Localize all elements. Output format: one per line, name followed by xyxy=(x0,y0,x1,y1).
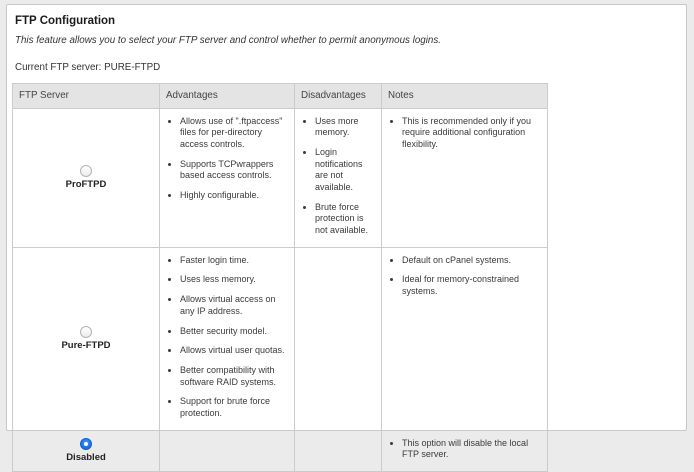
proftpd-disadvantages-cell xyxy=(295,108,382,247)
proftpd-notes-list xyxy=(387,116,542,151)
pureftpd-notes-cell xyxy=(382,247,548,430)
bullet-item: • Login notifications are not available. xyxy=(315,147,376,194)
disabled-server-cell xyxy=(13,430,160,471)
bullet-item: • Default on cPanel systems. xyxy=(402,255,542,267)
pureftpd-label: Pure-FTPD xyxy=(61,340,111,352)
bullet-item: • Uses more memory. xyxy=(315,116,376,139)
bullet-item: • Brute force protection is not available. xyxy=(315,202,376,237)
disabled-label: Disabled xyxy=(66,452,106,464)
disabled-advantages-cell xyxy=(160,430,295,471)
column-header-notes: Notes xyxy=(382,83,548,108)
bullet-item: • Better security model. xyxy=(180,326,289,338)
table-row-proftpd xyxy=(13,108,548,247)
proftpd-disadvantages-list xyxy=(300,116,376,237)
current-ftp-server-value: PURE-FTPD xyxy=(104,61,161,73)
pureftpd-radio-option[interactable] xyxy=(61,326,110,351)
table-row-disabled xyxy=(13,430,548,471)
current-ftp-server-line xyxy=(15,62,686,73)
proftpd-label: ProFTPD xyxy=(65,179,107,190)
bullet-item: • Ideal for memory-constrained systems. xyxy=(402,274,542,297)
column-header-disadvantages: Disadvantages xyxy=(295,83,382,108)
bullet-item: • Uses less memory. xyxy=(180,274,289,286)
proftpd-server-cell xyxy=(13,108,160,247)
disabled-disadvantages-cell xyxy=(295,430,382,471)
proftpd-radio-button[interactable] xyxy=(80,165,92,177)
table-header-row xyxy=(13,83,548,108)
proftpd-radio-option[interactable] xyxy=(66,165,107,190)
content-panel xyxy=(6,4,687,464)
bullet-item: • This option will disable the local FTP server. xyxy=(402,438,542,461)
disabled-notes-list xyxy=(387,438,542,461)
page-title: FTP Configuration xyxy=(15,15,116,27)
bullet-item: • Allows use of ".ftpaccess" files for per-directory access controls. xyxy=(180,116,289,151)
pureftpd-radio-button[interactable] xyxy=(80,326,92,338)
ftp-server-table xyxy=(12,83,548,472)
bullet-item: • Supports TCPwrappers based access controls. xyxy=(180,159,289,182)
bullet-item: • This is recommended only if you require additional configuration flexibility. xyxy=(402,116,542,151)
table-row-pureftpd xyxy=(13,247,548,430)
bullet-item: • Allows virtual user quotas. xyxy=(180,345,289,357)
pureftpd-advantages-cell xyxy=(160,247,295,430)
pureftpd-disadvantages-cell xyxy=(295,247,382,430)
proftpd-notes-cell xyxy=(382,108,548,247)
bullet-item: • Allows virtual access on any IP address. xyxy=(180,294,289,317)
pureftpd-notes-list xyxy=(387,255,542,298)
bullet-item: • Better compatibility with software RAID systems. xyxy=(180,365,289,388)
disabled-notes-cell xyxy=(382,430,548,471)
pureftpd-server-cell xyxy=(13,247,160,430)
page-description: This feature allows you to select your FTP server and control whether to permit anonymous logins. xyxy=(15,35,441,47)
current-ftp-server-label: Current FTP server: xyxy=(15,61,102,73)
pureftpd-advantages-list xyxy=(165,255,289,420)
disabled-radio-button[interactable] xyxy=(80,438,92,450)
proftpd-advantages-cell xyxy=(160,108,295,247)
bullet-item: • Support for brute force protection. xyxy=(180,396,289,419)
column-header-ftp-server: FTP Server xyxy=(13,83,160,108)
bullet-item: • Highly configurable. xyxy=(180,190,289,202)
proftpd-advantages-list xyxy=(165,116,289,202)
bullet-item: • Faster login time. xyxy=(180,255,289,267)
column-header-advantages: Advantages xyxy=(160,83,295,108)
